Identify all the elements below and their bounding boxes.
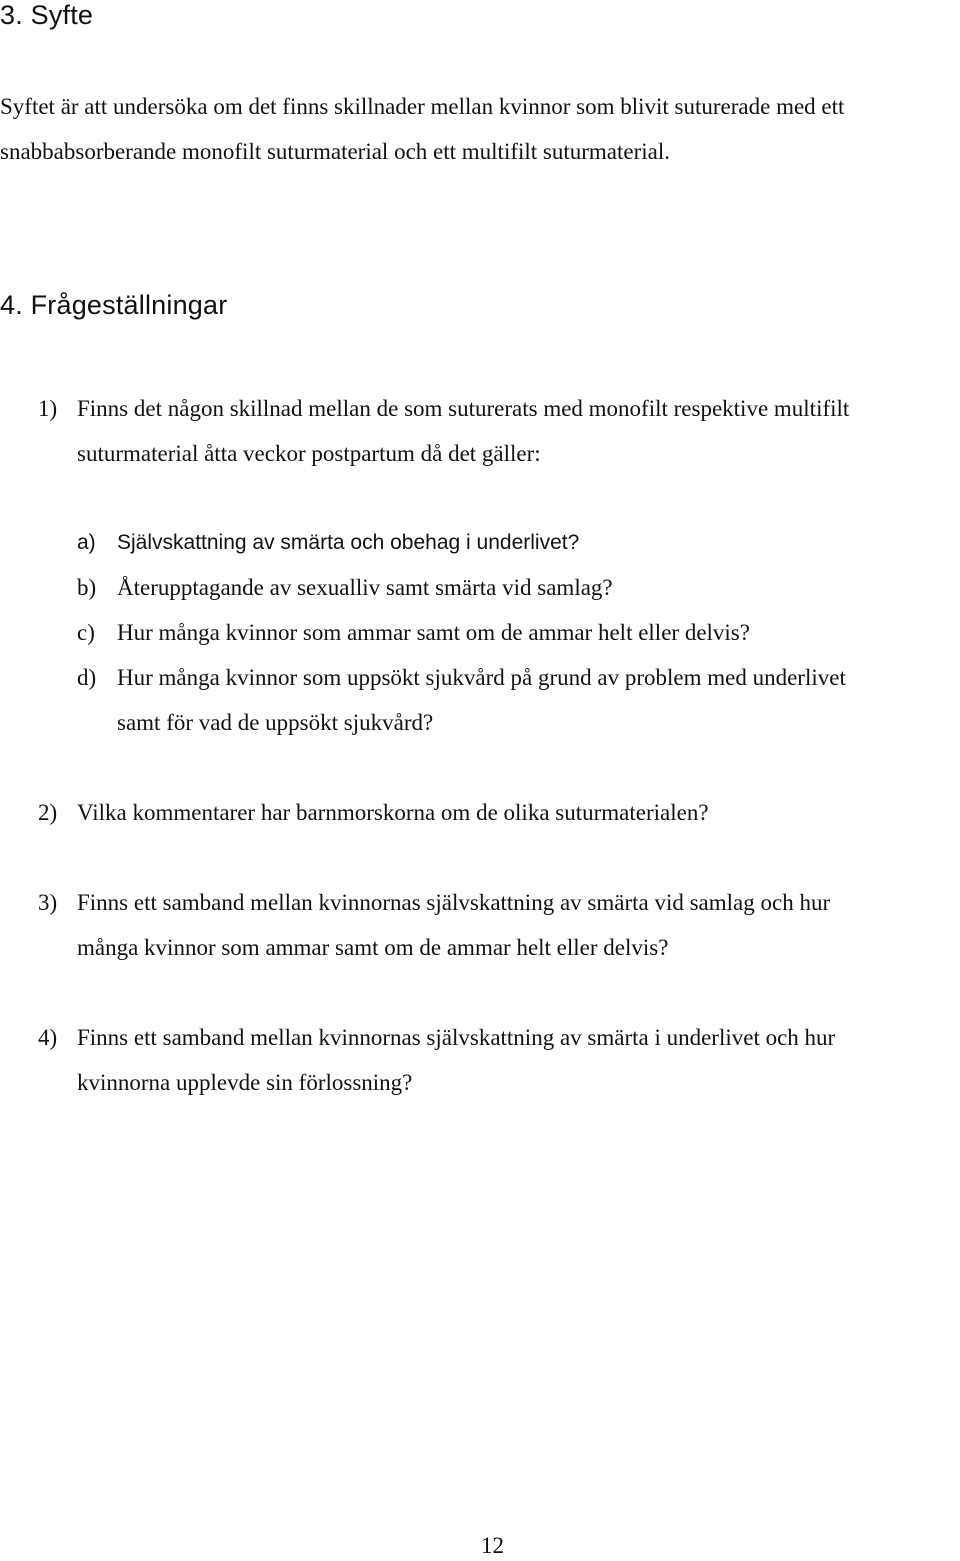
question-text xyxy=(77,880,830,970)
section-3-heading: 3. Syfte xyxy=(0,0,94,30)
subitem-text xyxy=(117,610,750,655)
question-number: 3) xyxy=(38,890,58,915)
question-line: Finns ett samband mellan kvinnornas självskattning av smärta i underlivet och hur xyxy=(77,1025,836,1050)
question-line: Vilka kommentarer har barnmorskorna om de olika suturmaterialen? xyxy=(77,800,709,825)
question-number: 4) xyxy=(38,1025,58,1050)
subitem-line: Hur många kvinnor som ammar samt om de ammar helt eller delvis? xyxy=(117,620,750,645)
subitem-letter: c) xyxy=(77,620,95,645)
subitem-text xyxy=(117,655,846,745)
subitem-letter: d) xyxy=(77,665,97,690)
paragraph-line: snabbabsorberande monofilt suturmaterial och ett multifilt suturmaterial. xyxy=(0,139,671,164)
page-number: 12 xyxy=(481,1533,504,1558)
question-line: Finns det någon skillnad mellan de som suturerats med monofilt respektive multifilt xyxy=(77,396,850,421)
subitem-letter: b) xyxy=(77,575,97,600)
question-text xyxy=(77,790,709,835)
question-text xyxy=(77,1015,835,1105)
question-text xyxy=(77,386,849,476)
subitem-letter: a) xyxy=(77,531,96,554)
subitem-text xyxy=(117,520,579,565)
subitem-text xyxy=(117,565,613,610)
subitem-line: Självskattning av smärta och obehag i underlivet? xyxy=(117,531,580,554)
question-line: suturmaterial åtta veckor postpartum då det gäller: xyxy=(77,441,541,466)
subitem-line: Hur många kvinnor som uppsökt sjukvård på grund av problem med underlivet xyxy=(117,665,846,690)
subitem-line: samt för vad de uppsökt sjukvård? xyxy=(117,710,434,735)
paragraph-line: Syftet är att undersöka om det finns skillnader mellan kvinnor som blivit suturerade med ett xyxy=(0,94,845,119)
subitem-line: Återupptagande av sexualliv samt smärta vid samlag? xyxy=(117,575,613,600)
section-3-paragraph xyxy=(0,84,960,174)
section-4-heading: 4. Frågeställningar xyxy=(0,290,228,320)
question-number: 1) xyxy=(38,396,58,421)
question-line: många kvinnor som ammar samt om de ammar helt eller delvis? xyxy=(77,935,669,960)
question-line: Finns ett samband mellan kvinnornas självskattning av smärta vid samlag och hur xyxy=(77,890,831,915)
question-line: kvinnorna upplevde sin förlossning? xyxy=(77,1070,413,1095)
question-number: 2) xyxy=(38,800,58,825)
